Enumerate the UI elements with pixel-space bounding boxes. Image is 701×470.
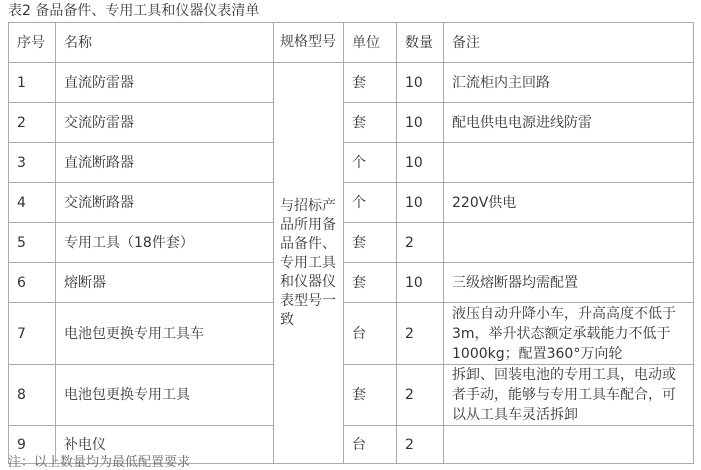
header-note: 备注 — [444, 23, 694, 63]
cell-qty: 10 — [397, 103, 444, 143]
table-row — [9, 143, 694, 183]
cell-name: 直流断路器 — [56, 143, 274, 183]
cell-unit: 套 — [344, 263, 397, 303]
table-caption: 表2 备品备件、专用工具和仪器仪表清单 — [8, 3, 260, 19]
cell-qty: 2 — [397, 365, 444, 426]
footer-note-fragment — [8, 455, 308, 470]
cell-unit: 个 — [344, 143, 397, 183]
table-row — [9, 63, 694, 103]
header-index: 序号 — [9, 23, 56, 63]
cell-name: 直流防雷器 — [56, 63, 274, 103]
cell-qty: 10 — [397, 263, 444, 303]
cell-unit: 台 — [344, 303, 397, 365]
table-row — [9, 365, 694, 426]
cell-name: 电池包更换专用工具 — [56, 365, 274, 426]
cell-name: 电池包更换专用工具车 — [56, 303, 274, 365]
table-row — [9, 183, 694, 223]
cell-index: 8 — [9, 365, 56, 426]
cell-unit: 台 — [344, 426, 397, 464]
cell-index: 7 — [9, 303, 56, 365]
table-row — [9, 223, 694, 263]
cell-note: 三级熔断器均需配置 — [444, 263, 694, 303]
cell-unit: 套 — [344, 223, 397, 263]
cell-note: 220V供电 — [444, 183, 694, 223]
table-header-row — [9, 23, 694, 63]
cell-qty: 2 — [397, 426, 444, 464]
footer-note-text: 注：以上数量均为最低配置要求 — [8, 455, 191, 470]
cell-index: 4 — [9, 183, 56, 223]
cell-name: 交流防雷器 — [56, 103, 274, 143]
cell-qty: 2 — [397, 303, 444, 365]
cell-note — [444, 143, 694, 183]
cell-name: 交流断路器 — [56, 183, 274, 223]
cell-name: 熔断器 — [56, 263, 274, 303]
cell-note: 拆卸、回装电池的专用工具，电动或者手动，能够与专用工具车配合，可以从工具车灵活拆卸 — [444, 365, 694, 426]
cell-qty: 10 — [397, 183, 444, 223]
table-row — [9, 263, 694, 303]
cell-qty: 10 — [397, 63, 444, 103]
cell-index: 3 — [9, 143, 56, 183]
cell-unit: 套 — [344, 63, 397, 103]
cell-note: 汇流柜内主回路 — [444, 63, 694, 103]
cell-name: 补电仪 — [56, 426, 274, 464]
cell-name: 专用工具（18件套） — [56, 223, 274, 263]
table-row — [9, 103, 694, 143]
cell-qty: 2 — [397, 223, 444, 263]
cell-index: 1 — [9, 63, 56, 103]
header-spec: 规格型号 — [274, 23, 344, 63]
cell-index: 5 — [9, 223, 56, 263]
cell-spec-merged: 与招标产品所用备品备件、专用工具和仪器仪表型号一致 — [274, 63, 344, 464]
table-row — [9, 303, 694, 365]
cell-index: 9 — [9, 426, 56, 464]
cell-note: 配电供电电源进线防雷 — [444, 103, 694, 143]
header-qty: 数量 — [397, 23, 444, 63]
cell-note: 液压自动升降小车，升高高度不低于3m，举升状态额定承载能力不低于1000kg；配置360°万向轮 — [444, 303, 694, 365]
cell-qty: 10 — [397, 143, 444, 183]
header-unit: 单位 — [344, 23, 397, 63]
cell-note — [444, 426, 694, 464]
header-name: 名称 — [56, 23, 274, 63]
cell-index: 6 — [9, 263, 56, 303]
spares-table — [8, 22, 694, 464]
cell-note — [444, 223, 694, 263]
cell-index: 2 — [9, 103, 56, 143]
cell-unit: 个 — [344, 183, 397, 223]
cell-unit: 套 — [344, 365, 397, 426]
cell-unit: 套 — [344, 103, 397, 143]
